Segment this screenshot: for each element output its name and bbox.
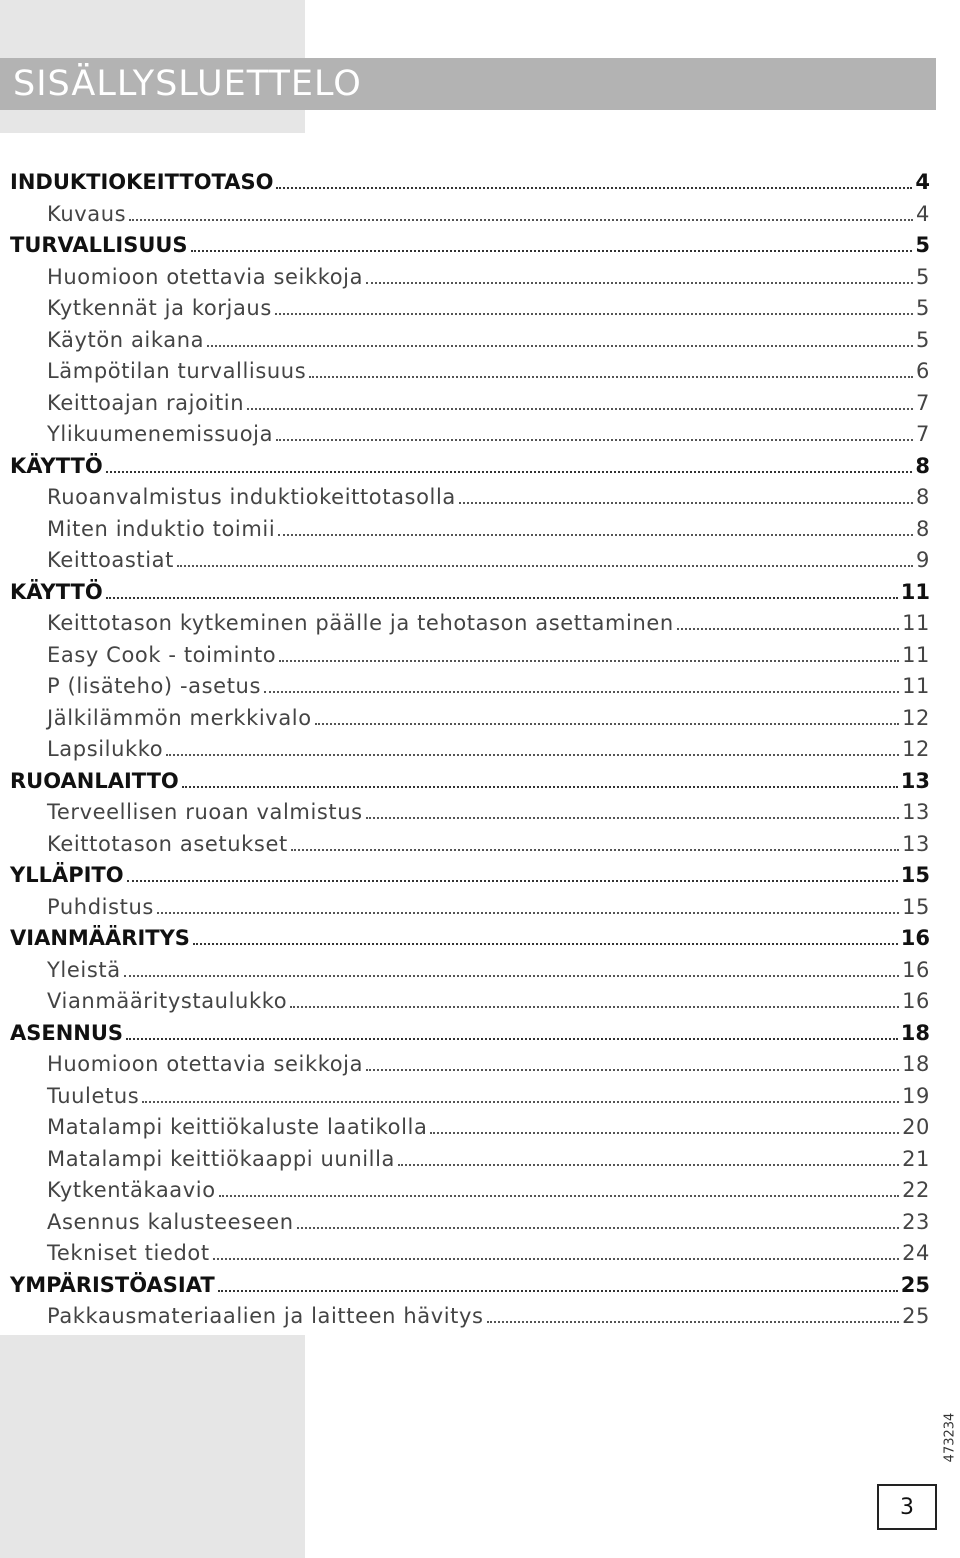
toc-section-row[interactable] xyxy=(47,416,930,447)
toc-entry-page: 15 xyxy=(902,894,930,919)
toc-entry-page: 9 xyxy=(916,548,930,572)
toc-entry-label: Miten induktio toimii xyxy=(47,516,276,541)
toc-entry-page: 13 xyxy=(902,831,930,856)
toc-dot-leader xyxy=(207,345,913,347)
toc-dot-leader xyxy=(677,628,899,630)
toc-dot-leader xyxy=(127,880,898,882)
document-code xyxy=(936,1412,960,1466)
toc-entry-label: Lapsilukko xyxy=(47,737,164,761)
toc-section-row[interactable] xyxy=(47,385,930,416)
toc-entry-label: Vianmääritystaulukko xyxy=(47,989,288,1013)
toc-dot-leader xyxy=(191,250,913,252)
toc-dot-leader xyxy=(213,1258,899,1260)
toc-chapter-row[interactable] xyxy=(10,1267,930,1298)
toc-section-row[interactable] xyxy=(47,731,930,762)
toc-entry-label: Terveellisen ruoan valmistus xyxy=(47,800,363,824)
toc-entry-page: 8 xyxy=(916,485,930,509)
toc-entry-label: Tekniset tiedot xyxy=(47,1241,210,1265)
title-bar xyxy=(0,58,936,110)
toc-section-row[interactable] xyxy=(47,1141,930,1172)
toc-dot-leader xyxy=(309,376,913,378)
toc-section-row[interactable] xyxy=(47,952,930,983)
toc-section-row[interactable] xyxy=(47,1204,930,1235)
toc-section-row[interactable] xyxy=(47,1046,930,1077)
toc-dot-leader xyxy=(487,1321,900,1323)
toc-entry-label: VIANMÄÄRITYS xyxy=(10,926,190,950)
toc-entry-page: 11 xyxy=(902,674,930,698)
toc-entry-label: YMPÄRISTÖASIAT xyxy=(10,1272,215,1297)
toc-entry-page: 24 xyxy=(902,1241,930,1265)
toc-dot-leader xyxy=(366,1069,899,1071)
page-number-box xyxy=(877,1484,937,1530)
toc-chapter-row[interactable] xyxy=(10,1015,930,1046)
toc-dot-leader xyxy=(264,691,899,693)
toc-chapter-row[interactable] xyxy=(10,448,930,479)
toc-entry-label: KÄYTTÖ xyxy=(10,453,103,478)
toc-dot-leader xyxy=(157,912,899,914)
toc-entry-label: Ruoanvalmistus induktiokeittotasolla xyxy=(47,485,456,509)
toc-entry-label: TURVALLISUUS xyxy=(10,233,188,257)
toc-entry-label: Matalampi keittiökaluste laatikolla xyxy=(47,1115,428,1139)
toc-section-row[interactable] xyxy=(47,668,930,699)
toc-entry-page: 7 xyxy=(916,390,930,415)
toc-entry-page: 16 xyxy=(900,926,930,950)
toc-dot-leader xyxy=(129,219,913,221)
toc-section-row[interactable] xyxy=(47,1298,930,1329)
toc-dot-leader xyxy=(247,408,913,410)
toc-dot-leader xyxy=(398,1164,899,1166)
toc-entry-page: 12 xyxy=(902,737,930,761)
toc-dot-leader xyxy=(315,723,899,725)
toc-section-row[interactable] xyxy=(47,353,930,384)
toc-chapter-row[interactable] xyxy=(10,164,930,195)
toc-section-row[interactable] xyxy=(47,1078,930,1109)
toc-entry-label: Yleistä xyxy=(47,957,121,982)
toc-section-row[interactable] xyxy=(47,826,930,857)
toc-dot-leader xyxy=(279,660,899,662)
toc-entry-page: 19 xyxy=(902,1083,930,1108)
toc-dot-leader xyxy=(219,1195,899,1197)
toc-entry-page: 13 xyxy=(902,800,930,824)
toc-section-row[interactable] xyxy=(47,1172,930,1203)
toc-section-row[interactable] xyxy=(47,983,930,1014)
toc-dot-leader xyxy=(193,943,898,945)
toc-entry-label: ASENNUS xyxy=(10,1020,124,1045)
toc-dot-leader xyxy=(142,1101,899,1103)
toc-dot-leader xyxy=(291,849,899,851)
toc-entry-page: 25 xyxy=(900,1272,930,1297)
toc-section-row[interactable] xyxy=(47,605,930,636)
toc-entry-page: 21 xyxy=(902,1146,930,1171)
toc-dot-leader xyxy=(459,502,913,504)
toc-entry-page: 12 xyxy=(902,705,930,730)
toc-entry-label: Asennus kalusteeseen xyxy=(47,1209,294,1234)
toc-section-row[interactable] xyxy=(47,1235,930,1266)
toc-section-row[interactable] xyxy=(47,322,930,353)
toc-entry-label: Keittoajan rajoitin xyxy=(47,390,245,415)
toc-entry-label: Käytön aikana xyxy=(47,327,205,352)
toc-entry-page: 25 xyxy=(902,1304,930,1328)
toc-entry-label: Pakkausmateriaalien ja laitteen hävitys xyxy=(47,1304,484,1328)
toc-dot-leader xyxy=(124,975,899,977)
toc-section-row[interactable] xyxy=(47,1109,930,1140)
toc-section-row[interactable] xyxy=(47,794,930,825)
toc-dot-leader xyxy=(430,1132,899,1134)
toc-dot-leader xyxy=(366,817,899,819)
toc-entry-page: 5 xyxy=(915,233,930,257)
toc-dot-leader xyxy=(366,282,913,284)
toc-entry-page: 13 xyxy=(900,768,930,793)
toc-section-row[interactable] xyxy=(47,259,930,290)
toc-entry-page: 8 xyxy=(915,453,930,478)
toc-entry-page: 15 xyxy=(900,863,930,887)
toc-entry-page: 11 xyxy=(902,611,930,635)
toc-entry-page: 5 xyxy=(916,327,930,352)
page-title: SISÄLLYSLUETTELO xyxy=(13,64,362,104)
toc-dot-leader xyxy=(297,1227,899,1229)
page-number: 3 xyxy=(900,1494,914,1520)
toc-entry-label: Jälkilämmön merkkivalo xyxy=(47,705,312,730)
toc-entry-page: 6 xyxy=(916,359,930,383)
toc-dot-leader xyxy=(126,1038,898,1040)
toc-dot-leader xyxy=(276,439,913,441)
toc-dot-leader xyxy=(182,786,898,788)
toc-section-row[interactable] xyxy=(47,542,930,573)
toc-section-row[interactable] xyxy=(47,889,930,920)
toc-dot-leader xyxy=(276,187,912,189)
toc-entry-label: Kytkennät ja korjaus xyxy=(47,296,272,320)
toc-entry-label: Matalampi keittiökaappi uunilla xyxy=(47,1146,396,1171)
toc-entry-label: Huomioon otettavia seikkoja xyxy=(47,1052,364,1076)
toc-entry-label: Keittoastiat xyxy=(47,548,174,572)
toc-entry-page: 16 xyxy=(902,989,930,1013)
toc-entry-label: INDUKTIOKEITTOTASO xyxy=(10,170,274,194)
toc-chapter-row[interactable] xyxy=(10,227,930,258)
toc-section-row[interactable] xyxy=(47,196,930,227)
toc-section-row[interactable] xyxy=(47,290,930,321)
toc-entry-page: 4 xyxy=(916,201,930,226)
toc-entry-page: 4 xyxy=(915,170,930,194)
toc-entry-page: 18 xyxy=(900,1020,930,1045)
document-code-text: 473234 xyxy=(942,1412,958,1463)
toc-section-row[interactable] xyxy=(47,511,930,542)
toc-entry-page: 18 xyxy=(902,1052,930,1076)
toc-entry-label: RUOANLAITTO xyxy=(10,768,179,793)
toc-entry-label: Keittotason kytkeminen päälle ja tehotason asettaminen xyxy=(47,611,674,635)
toc-entry-label: Kytkentäkaavio xyxy=(47,1178,216,1202)
toc-entry-label: Puhdistus xyxy=(47,894,154,919)
toc-entry-page: 20 xyxy=(902,1115,930,1139)
toc-dot-leader xyxy=(275,313,913,315)
toc-entry-page: 16 xyxy=(902,957,930,982)
toc-section-row[interactable] xyxy=(47,479,930,510)
toc-entry-page: 11 xyxy=(902,642,930,667)
toc-entry-page: 7 xyxy=(916,422,930,446)
toc-entry-label: Ylikuumenemissuoja xyxy=(47,422,274,446)
toc-section-row[interactable] xyxy=(47,637,930,668)
toc-dot-leader xyxy=(278,534,913,536)
toc-entry-label: KÄYTTÖ xyxy=(10,579,103,604)
toc-entry-label: Tuuletus xyxy=(47,1083,140,1108)
toc-entry-page: 22 xyxy=(902,1178,930,1202)
toc-entry-label: Keittotason asetukset xyxy=(47,831,288,856)
toc-chapter-row[interactable] xyxy=(10,574,930,605)
toc-dot-leader xyxy=(106,471,913,473)
toc-dot-leader xyxy=(106,597,898,599)
toc-chapter-row[interactable] xyxy=(10,763,930,794)
toc-entry-label: Huomioon otettavia seikkoja xyxy=(47,264,364,289)
toc-dot-leader xyxy=(218,1290,898,1292)
toc-entry-page: 8 xyxy=(916,516,930,541)
toc-entry-page: 11 xyxy=(900,579,930,604)
toc-section-row[interactable] xyxy=(47,700,930,731)
toc-entry-page: 5 xyxy=(916,296,930,320)
toc-dot-leader xyxy=(290,1006,899,1008)
toc-entry-label: Kuvaus xyxy=(47,201,127,226)
toc-entry-label: Easy Cook - toiminto xyxy=(47,642,277,667)
toc-entry-label: Lämpötilan turvallisuus xyxy=(47,359,307,383)
toc-entry-label: YLLÄPITO xyxy=(10,863,124,887)
toc-chapter-row[interactable] xyxy=(10,857,930,888)
toc-entry-page: 23 xyxy=(902,1209,930,1234)
toc-entry-label: P (lisäteho) -asetus xyxy=(47,674,261,698)
toc-dot-leader xyxy=(177,565,913,567)
toc-dot-leader xyxy=(166,754,899,756)
toc-entry-page: 5 xyxy=(916,264,930,289)
toc-chapter-row[interactable] xyxy=(10,920,930,951)
